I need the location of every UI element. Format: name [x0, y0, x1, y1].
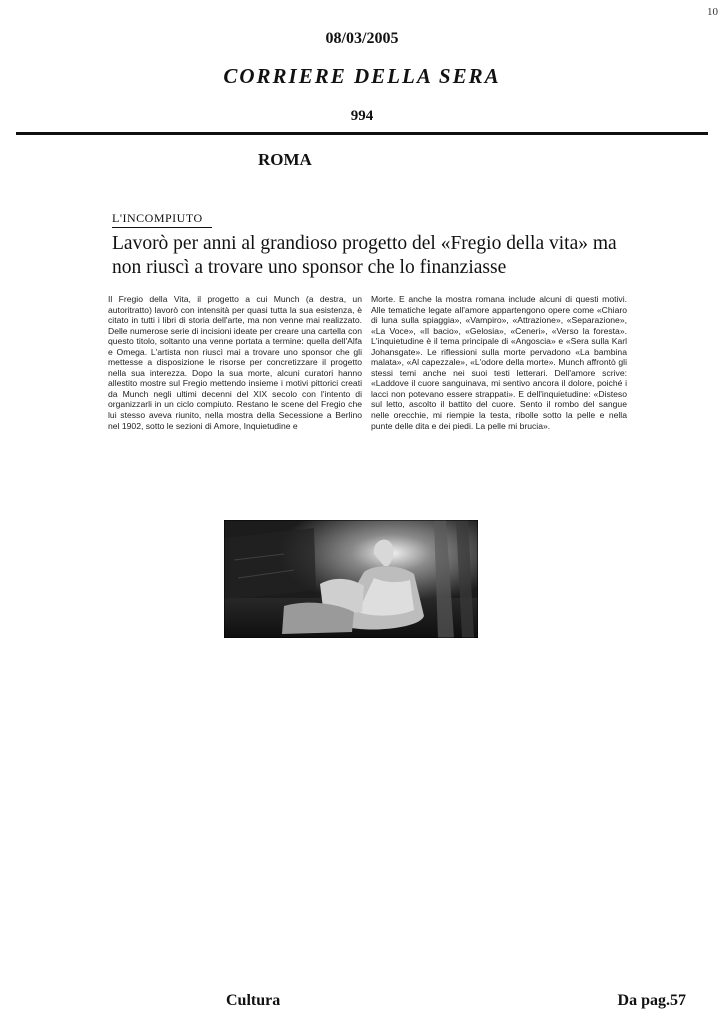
footer-section: Cultura: [226, 992, 281, 1009]
article-headline: Lavorò per anni al grandioso progetto del «Fregio della vita» ma non riuscì a trovare uno sponsor che lo finanziasse: [112, 233, 617, 278]
page-number: 10: [707, 6, 718, 18]
kicker-underline: [112, 227, 212, 228]
issue-number: 994: [350, 108, 374, 124]
article-column-1: Il Fregio della Vita, il progetto a cui Munch (a destra, un autoritratto) lavorò con intensità per quasi tutta la sua esistenza, è citato in tutti i libri di storia dell'arte, ma non venne mai realizzato. Delle numerose serie di incisioni ideate per creare una cartella con questo titolo, soltanto una venne portata a termine: quella dell'Alfa e Omega. L'artista non riuscì mai a trovare uno sponsor che gli mettesse a disposizione le risorse per concretizzare il progetto nella sua interezza. Dopo la sua morte, alcuni curatori hanno allestito mostre sul Fregio mettendo insieme i motivi pittorici creati da Munch negli ultimi decenni del XIX secolo con l'intento di organizzarli in un ciclo compiuto. Restano le scene del Fregio che lui stesso aveva riunito, nella mostra della Secessione a Berlino nel 1902, sotto le sezioni di Amore, Inquietudine e: [108, 294, 362, 431]
header-divider: [16, 132, 708, 135]
footer-page-reference: Da pag.57: [617, 992, 686, 1009]
publication-date: 08/03/2005: [325, 30, 399, 47]
article-column-2: Morte. E anche la mostra romana include alcuni di questi motivi. Alle tematiche legate all'amore appartengono opere come «Chiaro di luna sulla spiaggia», «Vampiro», «Attrazione», «Separazione», «La Voce», «Il bacio», «Gelosia», «Ceneri», «Verso la foresta». L'inquietudine è il tema principale di «Angoscia» e «Sera sulla Karl Johansgate». Le riflessioni sulla morte pervadono «La bambina malata», «Al capezzale», «L'odore della morte». Munch affrontò gli stessi temi anche nei suoi testi letterari. Dell'amore scrive: «Laddove il cuore sanguinava, mi sentivo ancora il dolore, poiché i lacci non potevano essere strappati». E dell'inquietudine: «Disteso sul letto, ascolto il battito del cuore. Sento il rombo del sangue nelle orecchie, mi riempie la testa, ribolle sotto la pelle e nella punte delle dita e dei piedi. La pelle mi brucia».: [371, 294, 627, 431]
article-kicker: L'INCOMPIUTO: [112, 211, 203, 225]
newspaper-masthead: CORRIERE DELLA SERA: [223, 64, 501, 88]
section-label: ROMA: [258, 150, 312, 169]
munch-self-portrait-photo: [224, 520, 478, 638]
